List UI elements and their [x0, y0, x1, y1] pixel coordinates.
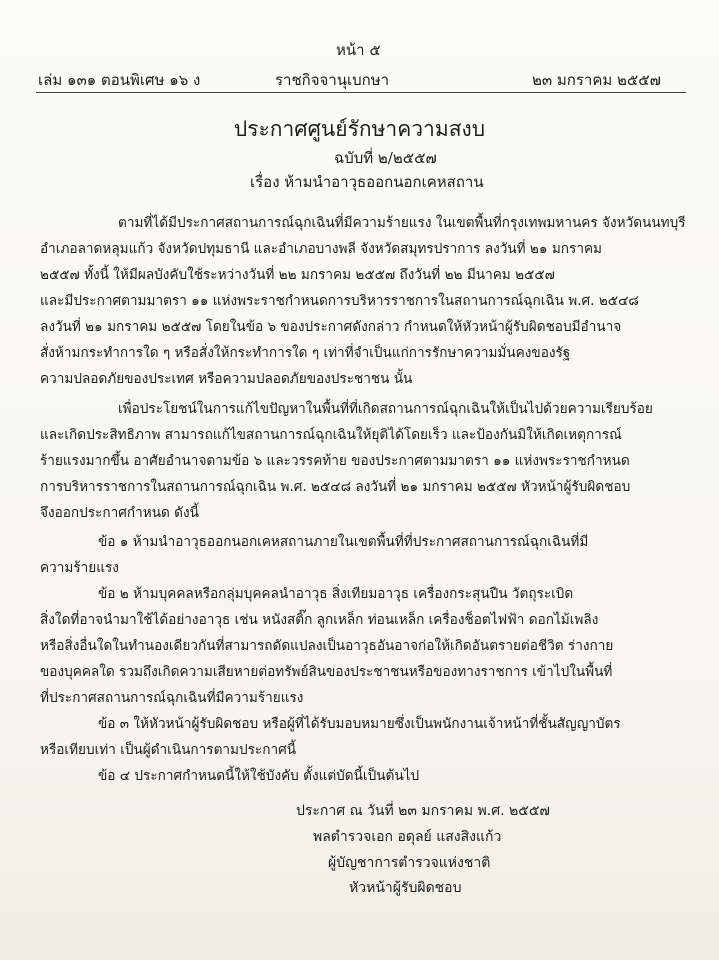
clause-4: ข้อ ๔ ประกาศกำหนดนี้ให้ใช้บังคับ ตั้งแต่บัดนี้เป็นต้นไป: [98, 768, 420, 784]
signatory-name: พลตำรวจเอก อดุลย์ แสงสิงแก้ว: [313, 829, 502, 845]
body-line: หรือสิ่งอื่นใดในทำนองเดียวกันที่สามารถดัดแปลงเป็นอาวุธอันอาจก่อให้เกิดอันตรายต่อชีวิต ร่างกาย: [40, 638, 614, 654]
body-line: และเกิดประสิทธิภาพ สามารถแก้ไขสถานการณ์ฉุกเฉินให้ยุติได้โดยเร็ว และป้องกันมิให้เกิดเหตุการณ์: [40, 427, 622, 443]
body-line: จึงออกประกาศกำหนด ดังนี้: [40, 505, 199, 521]
document-title: ประกาศศูนย์รักษาความสงบ: [233, 117, 486, 141]
body-line: อำเภอลาดหลุมแก้ว จังหวัดปทุมธานี และอำเภอบางพลี จังหวัดสมุทรปราการ ลงวันที่ ๒๑ มกราคม: [40, 241, 603, 257]
signatory-position: ผู้บัญชาการตำรวจแห่งชาติ: [328, 855, 491, 871]
body-line: การบริหารราชการในสถานการณ์ฉุกเฉิน พ.ศ. ๒๕๔๘ ลงวันที่ ๒๑ มกราคม ๒๕๕๗ หัวหน้าผู้รับผิดชอบ: [40, 479, 631, 495]
body-line: ที่ประกาศสถานการณ์ฉุกเฉินที่มีความร้ายแรง: [40, 690, 304, 706]
document-subject: เรื่อง ห้ามนำอาวุธออกนอกเคหสถาน: [250, 173, 484, 191]
gazette-date: ๒๓ มกราคม ๒๕๕๗: [532, 71, 661, 89]
body-line: เพื่อประโยชน์ในการแก้ไขปัญหาในพื้นที่ที่เกิดสถานการณ์ฉุกเฉินให้เป็นไปด้วยความเรียบร้อย: [118, 401, 653, 417]
body-line: สั่งห้ามกระทำการใด ๆ หรือสั่งให้กระทำการใด ๆ เท่าที่จำเป็นแก่การรักษาความมั่นคงของรัฐ: [40, 345, 571, 361]
body-line: และมีประกาศตามมาตรา ๑๑ แห่งพระราชกำหนดการบริหารราชการในสถานการณ์ฉุกเฉิน พ.ศ. ๒๕๔๘: [40, 293, 639, 309]
announcement-date: ประกาศ ณ วันที่ ๒๓ มกราคม พ.ศ. ๒๕๕๗: [296, 803, 550, 819]
clause-3: ข้อ ๓ ให้หัวหน้าผู้รับผิดชอบ หรือผู้ที่ได้รับมอบหมายซึ่งเป็นพนักงานเจ้าหน้าที่ชั้นสัญญาบัตร: [98, 716, 621, 732]
body-line: หรือเทียบเท่า เป็นผู้ดำเนินการตามประกาศนี้: [40, 742, 297, 758]
body-line: ร้ายแรงมากขึ้น อาศัยอำนาจตามข้อ ๖ และวรรคท้าย ของประกาศตามมาตรา ๑๑ แห่งพระราชกำหนด: [40, 453, 630, 469]
body-line: ตามที่ได้มีประกาศสถานการณ์ฉุกเฉินที่มีความร้ายแรง ในเขตพื้นที่กรุงเทพมหานคร จังหวัดนนทบุรี: [118, 215, 686, 231]
clause-2: ข้อ ๒ ห้ามบุคคลหรือกลุ่มบุคคลนำอาวุธ สิ่งเทียมอาวุธ เครื่องกระสุนปืน วัตถุระเบิด: [98, 586, 574, 602]
clause-1: ข้อ ๑ ห้ามนำอาวุธออกนอกเคหสถานภายในเขตพื้นที่ที่ประกาศสถานการณ์ฉุกเฉินที่มี: [98, 534, 589, 550]
signatory-role: หัวหน้าผู้รับผิดชอบ: [349, 880, 462, 896]
page-number: หน้า ๕: [336, 41, 381, 59]
issue-number: ฉบับที่ ๒/๒๕๕๗: [334, 149, 437, 167]
body-line: ของบุคคลใด รวมถึงเกิดความเสียหายต่อทรัพย์สินของประชาชนหรือของทางราชการ เข้าไปในพื้นที่: [40, 664, 613, 680]
gazette-name: ราชกิจจานุเบกษา: [275, 71, 390, 89]
body-line: ความปลอดภัยของประเทศ หรือความปลอดภัยของประชาชน นั้น: [40, 371, 413, 387]
body-line: สิ่งใดที่อาจนำมาใช้ได้อย่างอาวุธ เช่น หนังสติ๊ก ลูกเหล็ก ท่อนเหล็ก เครื่องช็อตไฟฟ้า ดอกไม้เพลิง: [40, 612, 599, 628]
body-line: ๒๕๕๗ ทั้งนี้ ให้มีผลบังคับใช้ระหว่างวันที่ ๒๒ มกราคม ๒๕๕๗ ถึงวันที่ ๒๒ มีนาคม ๒๕๕๗: [40, 267, 555, 283]
body-line: ลงวันที่ ๒๑ มกราคม ๒๕๕๗ โดยในข้อ ๖ ของประกาศดังกล่าว กำหนดให้หัวหน้าผู้รับผิดชอบมีอำนาจ: [40, 319, 622, 335]
header-divider: [36, 92, 686, 93]
body-line: ความร้ายแรง: [40, 560, 119, 576]
volume-info: เล่ม ๑๓๑ ตอนพิเศษ ๑๖ ง: [38, 71, 201, 89]
